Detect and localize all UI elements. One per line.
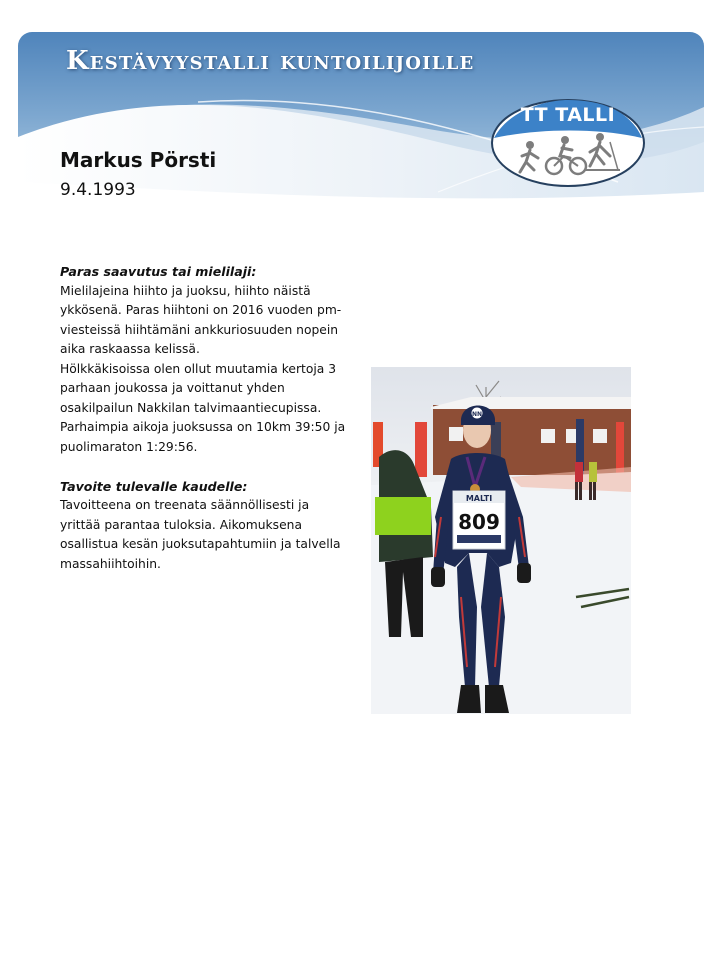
profile-text [60,262,350,574]
photo-illustration [371,367,631,714]
tt-talli-logo [490,98,646,188]
achievement-paragraph: Parhaimpia aikoja juoksussa on 10km 39:50 ja puolimaraton 1:29:56. [60,420,346,454]
achievement-paragraph: Hölkkäkisoissa olen ollut muutamia kertoja 3 parhaan joukossa ja voittanut yhden osakilpailun Nakkilan talvimaantiecupissa. [60,361,337,415]
athlete-photo [371,367,631,714]
logo-text: TT TALLI [520,104,616,126]
goal-heading: Tavoite tulevalle kaudelle: [60,478,248,494]
bib-number: 809 [458,510,500,534]
athlete-birthdate: 9.4.1993 [60,180,136,200]
goal-paragraph: Tavoitteena on treenata säännöllisesti ja yrittää parantaa tuloksia. Aikomuksena osallistua kesän juoksutapahtumiin ja talvella massahiihtoihin. [60,498,341,571]
section-spacer [60,457,350,477]
achievement-heading: Paras saavutus tai mielilaji: [60,264,257,279]
athlete-name: Markus Pörsti [60,148,217,172]
event-flag [415,422,427,477]
page-banner-title: Kestävyystalli kuntoilijoille [66,46,475,76]
achievement-paragraph: Mielilajeina hiihto ja juoksu, hiihto näistä ykkösenä. Paras hiihtoni on 2016 vuoden pm- viesteissä hiihtämäni ankkuriosuuden nopein aika raskaassa kelissä. [60,283,342,356]
bib-brand: MALTI [465,494,493,503]
hat-logo: NN [471,411,483,418]
